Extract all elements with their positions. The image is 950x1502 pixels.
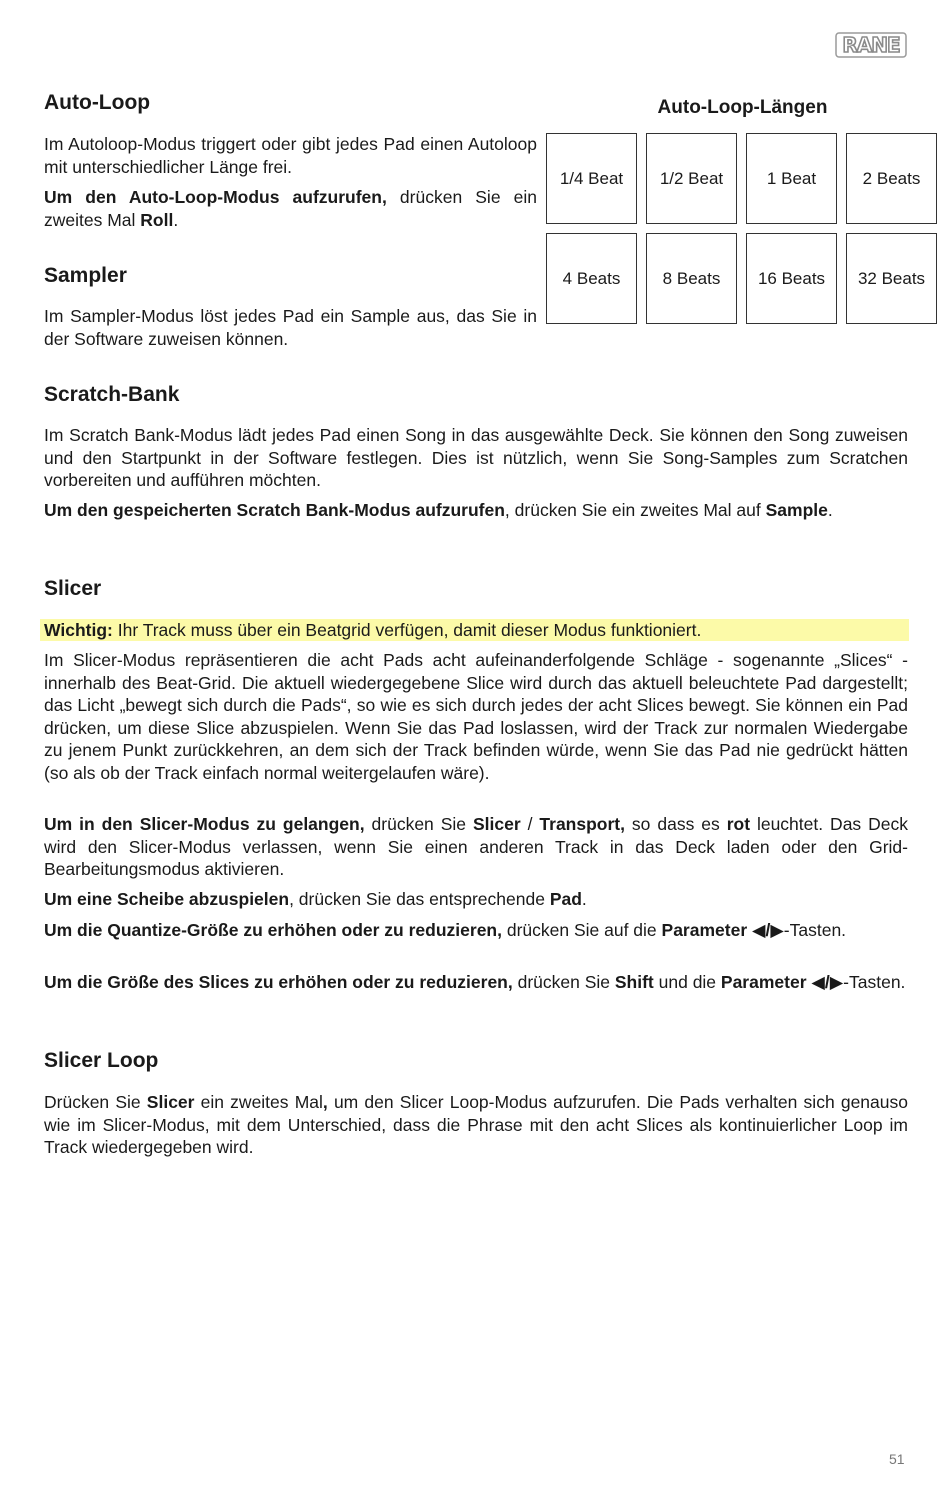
- loop-cell: 1/2 Beat: [646, 133, 737, 224]
- auto-loop-instruction: Um den Auto-Loop-Modus aufzurufen, drücken Sie ein zweites Mal Roll.: [44, 187, 537, 230]
- page-number: 51: [889, 1451, 905, 1467]
- loop-cell: 1/4 Beat: [546, 133, 637, 224]
- loop-cell: 16 Beats: [746, 233, 837, 324]
- heading-slicer-loop: Slicer Loop: [44, 1049, 159, 1072]
- loop-cell: 32 Beats: [846, 233, 937, 324]
- loop-table-title: Auto-Loop-Längen: [657, 97, 828, 118]
- slicer-loop-description: Drücken Sie Slicer ein zweites Mal, um den Slicer Loop-Modus aufzurufen. Die Pads verhalten sich genauso wie im Slicer-Modus, mit dem Unterschied, dass die Phrase mit den acht Slices als kontinuierlicher Loop im Track wiedergegeben wird.: [44, 1092, 908, 1157]
- slicer-instruction-quantize: Um die Quantize-Größe zu erhöhen oder zu reduzieren, drücken Sie auf die Parameter ◀/▶-Tasten.: [44, 920, 847, 940]
- auto-loop-description: Im Autoloop-Modus triggert oder gibt jedes Pad einen Autoloop mit unterschiedlicher Länge frei.: [44, 134, 537, 177]
- heading-sampler: Sampler: [44, 264, 127, 287]
- scratch-bank-description: Im Scratch Bank-Modus lädt jedes Pad einen Song in das ausgewählte Deck. Sie können den Song zuweisen und den Startpunkt in der Software festlegen. Dies ist nützlich, wenn Sie Song-Samples zum Scratchen vorbereiten und aufführen möchten.: [44, 425, 908, 490]
- slicer-description: Im Slicer-Modus repräsentieren die acht Pads acht aufeinanderfolgende Schläge - sogenannte „Slices“ - innerhalb des Beat-Grid. Die aktuell wiedergegebene Slice wird durch das aktuell beleuchtete Pad dargestellt; das Licht „bewegt sich durch die Pads“, so wie es sich durch jedes der acht Slices bewegt. Sie können ein Pad drücken, um diese Slice abzuspielen. Wenn Sie das Pad loslassen, wird der Track zur normalen Wiedergabe zu jenem Punkt zurückkehren, an dem sich der Track befinden würde, wenn Sie das Pad nie gedrückt hätten (so als ob der Track einfach normal weitergelaufen wäre).: [44, 650, 908, 783]
- heading-scratch-bank: Scratch-Bank: [44, 383, 180, 406]
- rane-logo: [835, 32, 907, 58]
- logo-text: RANE: [842, 33, 900, 57]
- heading-slicer: Slicer: [44, 577, 102, 600]
- heading-auto-loop: Auto-Loop: [44, 91, 151, 114]
- loop-cell: 8 Beats: [646, 233, 737, 324]
- slicer-instruction-play: Um eine Scheibe abzuspielen, drücken Sie das entsprechende Pad.: [44, 889, 587, 909]
- important-note: Wichtig: Ihr Track muss über ein Beatgrid verfügen, damit dieser Modus funktioniert.: [44, 620, 702, 640]
- loop-cell: 4 Beats: [546, 233, 637, 324]
- scratch-bank-instruction: Um den gespeicherten Scratch Bank-Modus aufzurufen, drücken Sie ein zweites Mal auf Sample.: [44, 500, 833, 520]
- slicer-instruction-size: Um die Größe des Slices zu erhöhen oder zu reduzieren, drücken Sie Shift und die Parameter ◀/▶-Tasten.: [44, 972, 906, 992]
- loop-cell: 2 Beats: [846, 133, 937, 224]
- sampler-description: Im Sampler-Modus löst jedes Pad ein Sample aus, das Sie in der Software zuweisen können.: [44, 306, 537, 349]
- slicer-instruction-enter: Um in den Slicer-Modus zu gelangen, drücken Sie Slicer / Transport, so dass es rot leuchtet. Das Deck wird den Slicer-Modus verlassen, wenn Sie einen anderen Track in das Deck laden oder den Grid-Bearbeitungsmodus aktivieren.: [44, 814, 908, 879]
- loop-cell: 1 Beat: [746, 133, 837, 224]
